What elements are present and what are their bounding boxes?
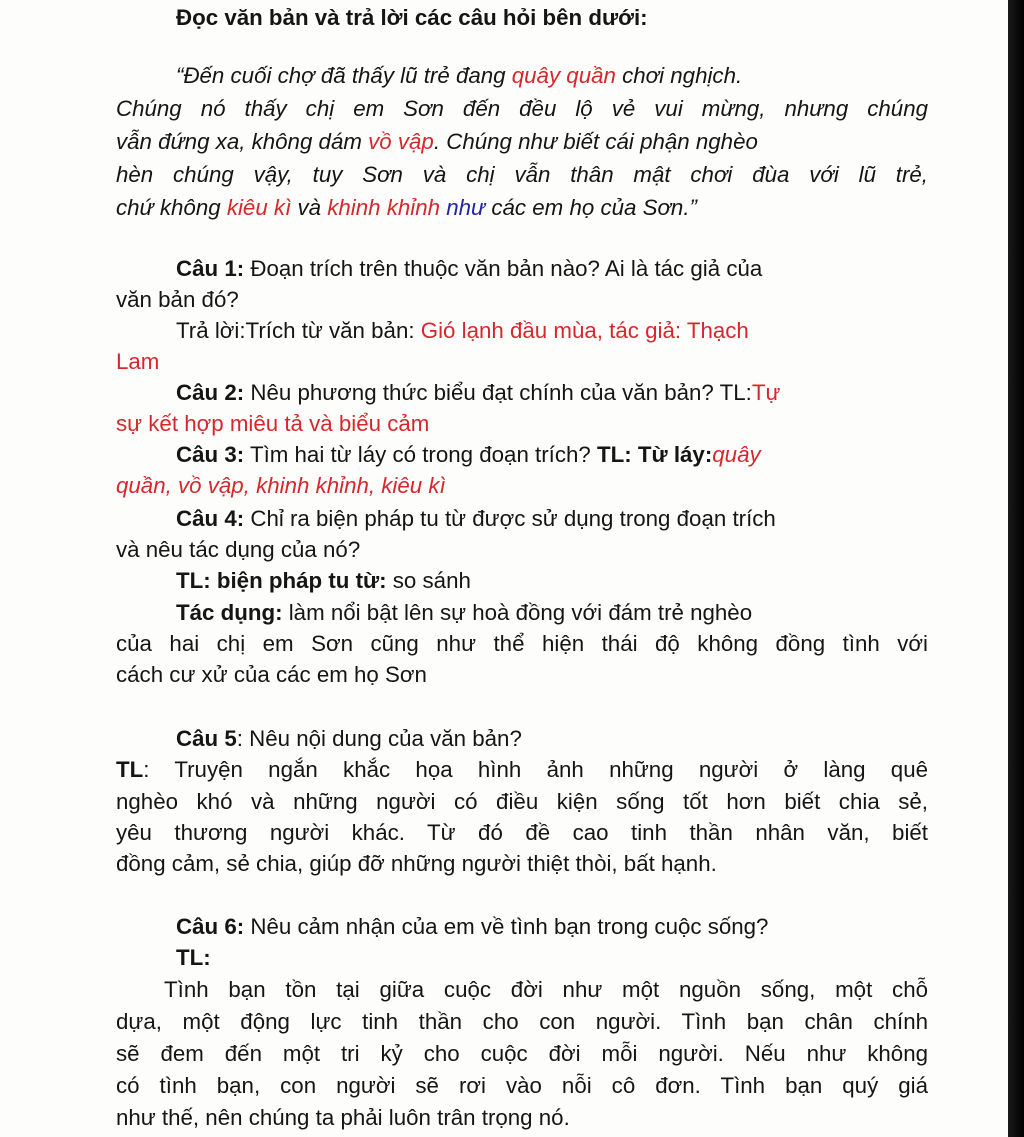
answer-1: Trả lời:Trích từ văn bản: Gió lạnh đầu mùa, tác giả: Thạch [176,318,749,343]
passage-line: vẫn đứng xa, không dám vồ vập. Chúng như biết cái phận nghèo [116,129,758,154]
answer-6-cont: sẽ đem đến một tri kỷ cho cuộc đời mỗi người. Nếu như không [116,1041,928,1066]
question-5: Câu 5: Nêu nội dung của văn bản? [176,726,522,751]
answer-5-cont: đồng cảm, sẻ chia, giúp đỡ những người thiệt thòi, bất hạnh. [116,851,717,876]
highlight-word: khinh khỉnh [327,195,441,220]
question-1-cont: văn bản đó? [116,287,239,312]
passage-line: “Đến cuối chợ đã thấy lũ trẻ đang quây quần chơi nghịch. [176,63,743,88]
answer-4: TL: biện pháp tu từ: so sánh [176,568,471,593]
highlight-word: như [440,195,486,220]
passage-line: Chúng nó thấy chị em Sơn đến đều lộ vẻ vui mừng, nhưng chúng [116,96,928,121]
page-edge-shadow [1008,0,1024,1137]
answer-4-effect: Tác dụng: làm nổi bật lên sự hoà đồng với đám trẻ nghèo [176,600,753,625]
passage-line: chứ không kiêu kì và khinh khỉnh như các em họ của Sơn.” [116,195,697,220]
passage-line: hèn chúng vậy, tuy Sơn và chị vẫn thân mật chơi đùa với lũ trẻ, [116,162,928,187]
answer-6: Tình bạn tồn tại giữa cuộc đời như một nguồn sống, một chỗ [164,977,928,1002]
highlight-word: vồ vập [368,129,434,154]
highlight-word: quây quần [511,63,616,88]
question-6: Câu 6: Nêu cảm nhận của em về tình bạn trong cuộc sống? [176,914,769,939]
question-2: Câu 2: Nêu phương thức biểu đạt chính của văn bản? TL:Tự [176,380,781,405]
answer-1-cont: Lam [116,349,160,374]
answer-5-cont: nghèo khó và những người có điều kiện sống tốt hơn biết chia sẻ, [116,789,928,814]
highlight-word: kiêu kì [226,195,292,220]
question-1: Câu 1: Đoạn trích trên thuộc văn bản nào? Ai là tác giả của [176,256,763,281]
answer-5: TL: Truyện ngắn khắc họa hình ảnh những người ở làng quê [116,757,928,782]
answer-5-cont: yêu thương người khác. Từ đó đề cao tinh thần nhân văn, biết [116,820,928,845]
answer-3: quần, vồ vập, khinh khỉnh, kiêu kì [116,473,446,498]
question-3: Câu 3: Tìm hai từ láy có trong đoạn trích? TL: Từ láy:quây [176,442,761,467]
question-4-cont: và nêu tác dụng của nó? [116,537,361,562]
answer-6-cont: dựa, một động lực tinh thần cho con người. Tình bạn chân chính [116,1009,928,1034]
page-title: Đọc văn bản và trả lời các câu hỏi bên dưới: [176,5,648,30]
answer-2: sự kết hợp miêu tả và biểu cảm [116,411,430,436]
answer-6-label: TL: [176,945,211,970]
answer-6-cont: có tình bạn, con người sẽ rơi vào nỗi cô đơn. Tình bạn quý giá [116,1073,928,1098]
answer-4-effect-cont: cách cư xử của các em họ Sơn [116,662,427,687]
question-4: Câu 4: Chỉ ra biện pháp tu từ được sử dụng trong đoạn trích [176,506,776,531]
answer-6-cont: như thế, nên chúng ta phải luôn trân trọng nó. [116,1105,570,1130]
answer-4-effect-cont: của hai chị em Sơn cũng như thể hiện thái độ không đồng tình với [116,631,928,656]
